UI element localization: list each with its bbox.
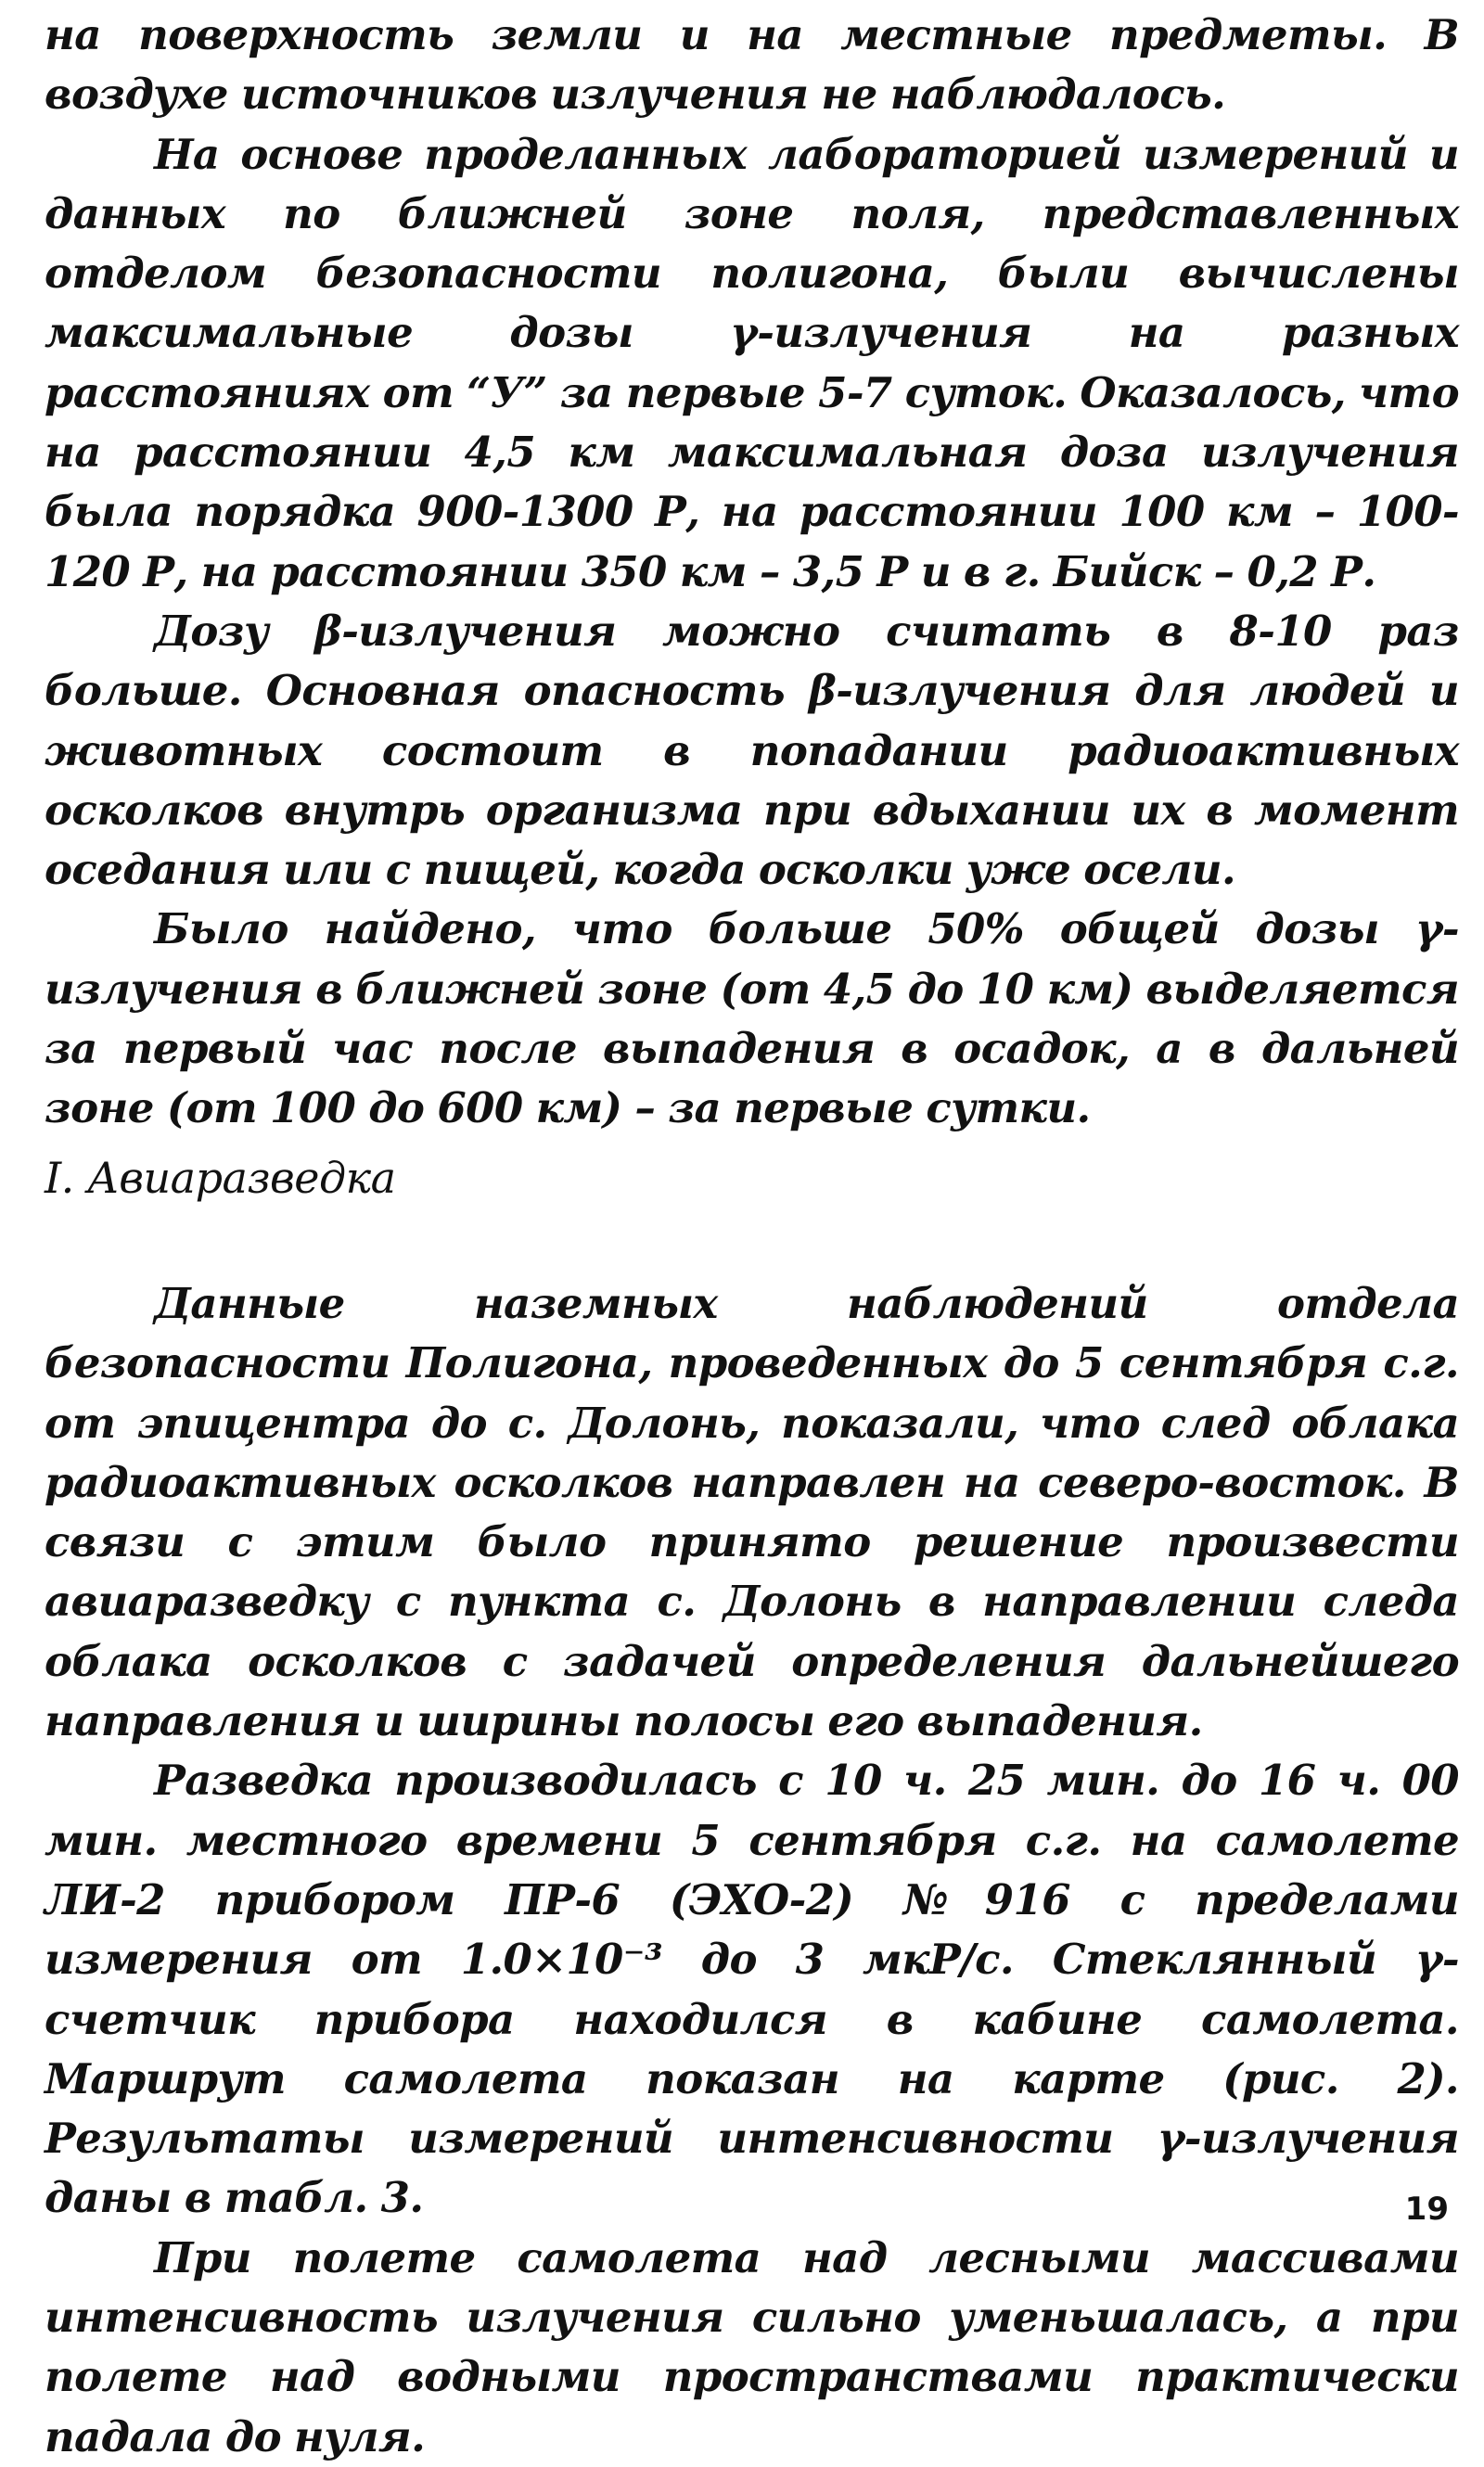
section-heading: I. Авиаразведка xyxy=(45,1153,396,1203)
paragraph: На основе проделанных лабораторией измерений и данных по ближней зоне поля, представленных отделом безопасности полигона, были вычислены максимальные дозы γ-излучения на разных расстояниях от “У” за первые 5-7 суток. Оказалось, что на расстоянии 4,5 км максимальная доза излучения была порядка 900-1300 Р, на расстоянии 100 км – 100-120 Р, на расстоянии 350 км – 3,5 Р и в г. Бийск – 0,2 Р. xyxy=(45,129,1459,596)
page-number: 19 xyxy=(1404,2191,1449,2228)
paragraph: Данные наземных наблюдений отдела безопасности Полигона, проведенных до 5 сентября с.г. от эпицентра до с. Долонь, показали, что след облака радиоактивных осколков направлен на северо-восток. В связи с этим было принято решение произвести авиаразведку с пункта с. Долонь в направлении следа облака осколков с задачей определения дальнейшего направления и ширины полосы его выпадения. xyxy=(45,1279,1459,1746)
paragraph: Разведка производилась с 10 ч. 25 мин. до 16 ч. 00 мин. местного времени 5 сентября с.г. на самолете ЛИ-2 прибором ПР-6 (ЭХО-2) №916 с пределами измерения от 1.0×10⁻³ до 3 мкР/с. Стеклянный γ-счетчик прибора находился в кабине самолета. Маршрут самолета показан на карте (рис. 2). Результаты измерений интенсивности γ-излучения даны в табл. 3. xyxy=(45,1756,1459,2223)
paragraph: Было найдено, что больше 50% общей дозы γ-излучения в ближней зоне (от 4,5 до 10 км) выделяется за первый час после выпадения в осадок, а в дальней зоне (от 100 до 600 км) – за первые сутки. xyxy=(45,904,1459,1133)
paragraph: При полете самолета над лесными массивами интенсивность излучения сильно уменьшалась, а при полете над водными пространствами практически падала до нуля. xyxy=(45,2232,1459,2461)
text-block-bottom xyxy=(45,1274,1459,2467)
paragraph: на поверхность земли и на местные предметы. В воздухе источников излучения не наблюдалось. xyxy=(45,10,1459,120)
text-block-top xyxy=(45,6,1459,1139)
paragraph: Дозу β-излучения можно считать в 8-10 раз больше. Основная опасность β-излучения для людей и животных состоит в попадании радиоактивных осколков внутрь организма при вдыхании их в момент оседания или с пищей, когда осколки уже осели. xyxy=(45,606,1459,895)
